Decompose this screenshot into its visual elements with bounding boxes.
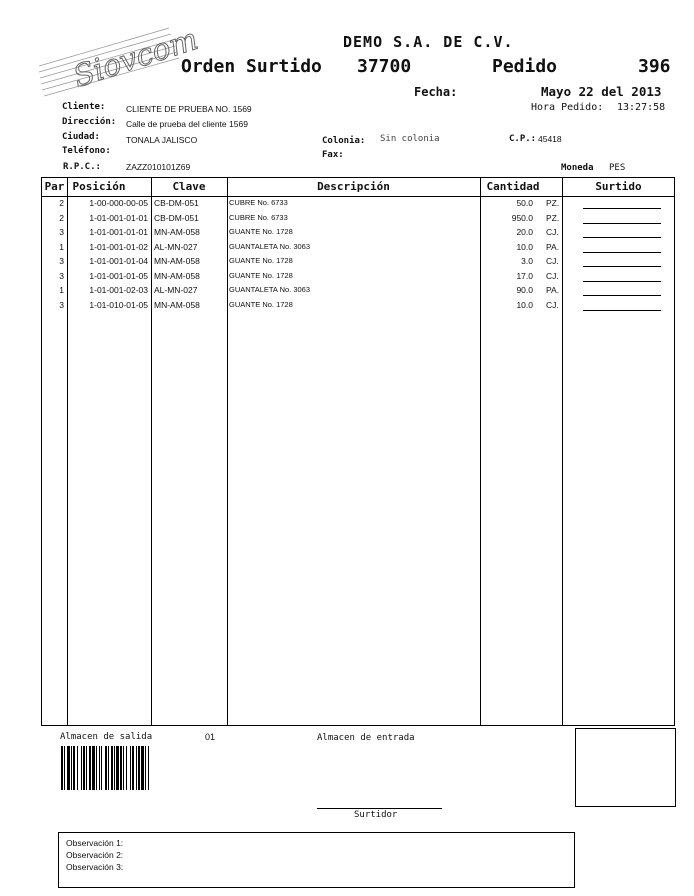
logo-text: Siovcom	[69, 21, 203, 95]
cell-par: 1	[59, 285, 64, 295]
barcode-bar	[120, 746, 122, 790]
cell-unidad: CJ.	[546, 299, 559, 310]
cell-clave: AL-MN-027	[154, 285, 198, 295]
cell-posicion: 1-00-000-00-05	[89, 198, 148, 208]
telefono-label: Teléfono:	[62, 146, 111, 156]
barcode-bar	[67, 746, 70, 790]
cell-unidad: PA.	[546, 285, 560, 295]
cp-value: 45418	[538, 134, 562, 144]
almacen-salida-value: 01	[205, 732, 216, 742]
direccion-label: Dirección:	[62, 117, 117, 127]
cliente-value: CLIENTE DE PRUEBA NO. 1569	[126, 104, 252, 114]
hora-value: 13:27:58	[617, 102, 666, 113]
table-row	[42, 198, 674, 213]
cell-unidad: PZ.	[546, 212, 560, 223]
barcode-bar	[145, 746, 146, 790]
cell-clave: CB-DM-051	[154, 198, 199, 208]
cell-clave: MN-AM-058	[154, 227, 200, 237]
cell-par: 3	[59, 299, 64, 310]
barcode-bar	[108, 746, 109, 790]
cell-unidad: CJ.	[546, 270, 559, 281]
barcode-bar	[99, 746, 100, 790]
cell-par: 2	[59, 198, 64, 208]
surtidor-label: Surtidor	[354, 810, 398, 820]
cell-par: 3	[59, 227, 64, 237]
fecha-value: Mayo 22 del 2013	[541, 84, 662, 99]
surtidor-signature-line	[317, 808, 442, 809]
barcode-bar	[130, 746, 131, 790]
barcode-bar	[61, 746, 63, 790]
barcode-bar	[96, 746, 97, 790]
cp-label: C.P.:	[509, 134, 537, 144]
almacen-entrada-label: Almacen de entrada	[317, 733, 415, 743]
cell-unidad: PA.	[546, 241, 560, 252]
colonia-value: Sin colonia	[380, 134, 440, 144]
barcode-bar	[101, 746, 102, 790]
cell-descripcion: GUANTE No. 1728	[229, 227, 293, 236]
cell-posicion: 1-01-001-01-05	[89, 270, 148, 281]
col-header-clave: Clave	[172, 180, 206, 193]
cell-descripcion: GUANTE No. 1728	[229, 256, 293, 265]
barcode-bar	[116, 746, 119, 790]
cell-descripcion: CUBRE No. 6733	[229, 198, 288, 207]
observacion-1: Observación 1:	[66, 838, 124, 848]
table-row	[42, 242, 674, 257]
cell-descripcion: GUANTALETA No. 3063	[229, 285, 311, 294]
table-row	[42, 285, 674, 300]
col-header-par: Par	[44, 180, 65, 193]
observacion-3: Observación 3:	[66, 862, 124, 872]
cell-cantidad: 50.0	[516, 198, 533, 208]
cell-par: 3	[59, 256, 64, 266]
barcode-bar	[77, 746, 78, 790]
cell-cantidad: 20.0	[516, 227, 533, 237]
cell-unidad: CJ.	[546, 227, 559, 237]
cell-cantidad: 950.0	[511, 212, 533, 223]
cell-posicion: 1-01-001-01-01	[89, 227, 148, 237]
stamp-box	[575, 728, 676, 807]
barcode-bar	[114, 746, 115, 790]
cell-clave: AL-MN-027	[154, 241, 198, 252]
barcode-bar	[73, 746, 75, 790]
barcode-bar	[126, 746, 127, 790]
fax-label: Fax:	[322, 150, 344, 160]
order-label: Orden Surtido	[181, 56, 322, 77]
company-logo	[34, 20, 203, 100]
surtido-signature-line	[583, 295, 661, 296]
barcode-bar	[89, 746, 91, 790]
cell-posicion: 1-01-001-01-04	[89, 256, 148, 266]
barcode-bar	[141, 746, 144, 790]
direccion-value: Calle de prueba del cliente 1569	[126, 119, 248, 129]
cell-clave: MN-AM-058	[154, 270, 200, 281]
cell-par: 1	[59, 241, 64, 252]
cell-cantidad: 17.0	[516, 270, 533, 281]
barcode-bar	[92, 746, 95, 790]
cell-descripcion: GUANTE No. 1728	[229, 270, 293, 280]
cell-unidad: CJ.	[546, 256, 559, 266]
barcode-bar	[138, 746, 140, 790]
barcode-bar	[105, 746, 107, 790]
col-header-cantidad: Cantidad	[486, 180, 540, 193]
table-row	[42, 227, 674, 242]
pedido-number: 396	[638, 56, 671, 77]
rfc-value: ZAZZ010101Z69	[126, 162, 191, 172]
barcode-bar	[111, 746, 113, 790]
pedido-label: Pedido	[492, 56, 558, 77]
ciudad-value: TONALA JALISCO	[126, 135, 198, 145]
table-row	[42, 271, 674, 286]
barcode-bar	[86, 746, 87, 790]
cell-descripcion: GUANTE No. 1728	[229, 299, 293, 309]
fecha-label: Fecha:	[414, 85, 458, 99]
surtido-signature-line	[583, 223, 661, 224]
order-items-table	[41, 177, 675, 726]
barcode-bar	[123, 746, 124, 790]
hora-label: Hora Pedido:	[531, 102, 604, 113]
barcode-bar	[136, 746, 137, 790]
cell-descripcion: CUBRE No. 6733	[229, 212, 288, 222]
cell-posicion: 1-01-001-01-02	[89, 241, 148, 252]
surtido-signature-line	[583, 208, 661, 209]
cell-cantidad: 10.0	[516, 299, 533, 310]
cell-posicion: 1-01-001-02-03	[89, 285, 148, 295]
surtido-signature-line	[583, 281, 661, 282]
rfc-label: R.P.C.:	[63, 162, 101, 172]
cell-posicion: 1-01-010-01-05	[89, 299, 148, 310]
table-row	[42, 213, 674, 228]
company-name: DEMO S.A. DE C.V.	[343, 33, 514, 51]
barcode-bar	[71, 746, 72, 790]
cell-unidad: PZ.	[546, 198, 560, 208]
cell-clave: CB-DM-051	[154, 212, 199, 223]
col-header-descripcion: Descripción	[317, 180, 390, 193]
ciudad-label: Ciudad:	[62, 132, 100, 142]
surtido-signature-line	[583, 310, 661, 311]
colonia-label: Colonia:	[322, 136, 366, 146]
col-header-posicion: Posición	[72, 180, 126, 193]
surtido-signature-line	[583, 266, 661, 267]
table-row	[42, 256, 674, 271]
surtido-signature-line	[583, 252, 661, 253]
cell-par: 3	[59, 270, 64, 281]
cell-cantidad: 3.0	[521, 256, 533, 266]
barcode-bar	[132, 746, 134, 790]
barcode	[61, 746, 193, 790]
observaciones-box	[58, 832, 575, 888]
barcode-bar	[148, 746, 149, 790]
barcode-bar	[64, 746, 65, 790]
cell-cantidad: 90.0	[516, 285, 533, 295]
almacen-salida-label: Almacen de salida	[60, 732, 153, 742]
cell-clave: MN-AM-058	[154, 256, 200, 266]
col-header-surtido: Surtido	[595, 180, 642, 193]
table-row	[42, 300, 674, 315]
moneda-value: PES	[609, 163, 626, 173]
barcode-bar	[81, 746, 82, 790]
cell-clave: MN-AM-058	[154, 299, 200, 310]
cell-posicion: 1-01-001-01-01	[89, 212, 148, 223]
cliente-label: Cliente:	[62, 102, 106, 112]
order-number: 37700	[357, 56, 412, 77]
moneda-label: Moneda	[561, 163, 594, 173]
surtido-signature-line	[583, 237, 661, 238]
cell-cantidad: 10.0	[516, 241, 533, 252]
cell-descripcion: GUANTALETA No. 3063	[229, 241, 311, 251]
cell-par: 2	[59, 212, 64, 223]
observacion-2: Observación 2:	[66, 850, 124, 860]
barcode-bar	[83, 746, 85, 790]
